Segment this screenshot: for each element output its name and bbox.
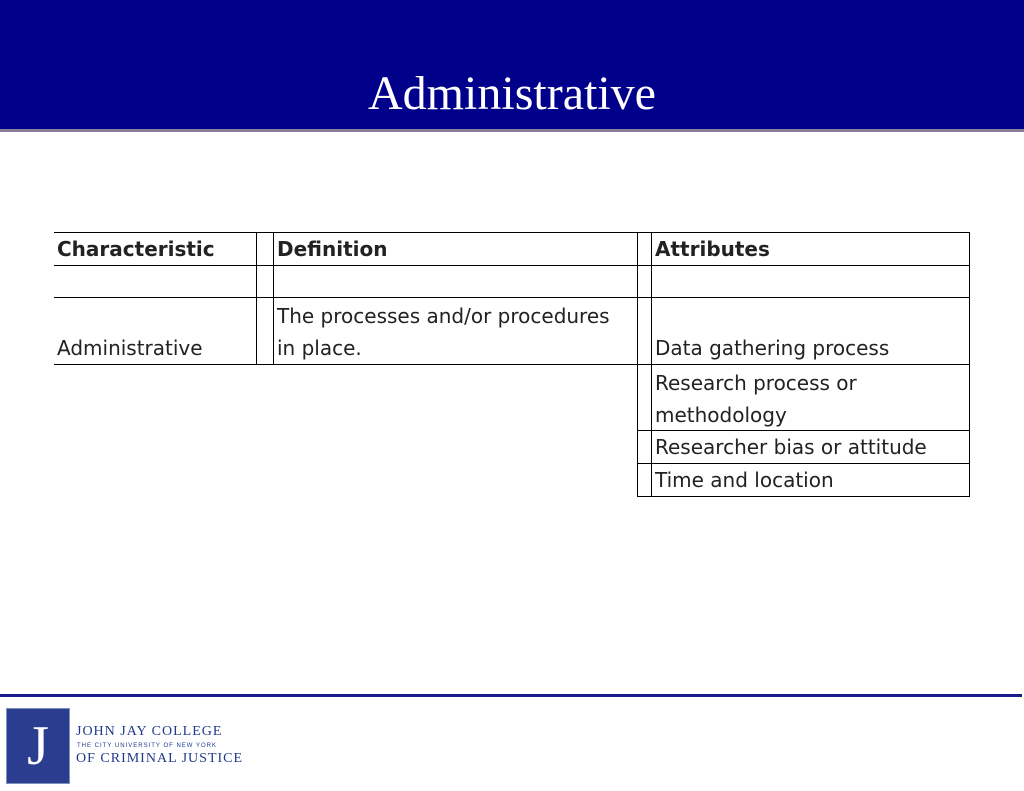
attribute-bias: Researcher bias or attitude (655, 435, 927, 459)
logo-letter: J (27, 715, 49, 777)
header-characteristic: Characteristic (57, 237, 215, 261)
attribute-time: Time and location (655, 468, 834, 492)
attribute-research (652, 365, 969, 430)
college-name-line1: JOHN JAY COLLEGE (76, 724, 223, 739)
row-definition-line2: in place. (277, 336, 362, 360)
footer-rule (0, 694, 1022, 697)
table-rule (969, 232, 970, 496)
table-rule (637, 496, 970, 497)
attribute-research-line2: methodology (655, 403, 787, 427)
row-definition (274, 298, 637, 364)
table-rule (54, 265, 970, 266)
header-definition: Definition (277, 237, 388, 261)
row-definition-line1: The processes and/or procedures (277, 304, 610, 328)
row-characteristic: Administrative (57, 336, 203, 360)
slide-title: Administrative (368, 67, 656, 120)
attribute-research-line1: Research process or (655, 371, 857, 395)
table-rule (256, 232, 257, 364)
row-attribute: Data gathering process (655, 336, 890, 360)
table-rule (637, 232, 638, 496)
header-attributes: Attributes (655, 237, 770, 261)
college-subtitle: THE CITY UNIVERSITY OF NEW YORK (77, 743, 218, 749)
college-logo (6, 708, 70, 784)
college-name-line2: OF CRIMINAL JUSTICE (76, 751, 244, 766)
